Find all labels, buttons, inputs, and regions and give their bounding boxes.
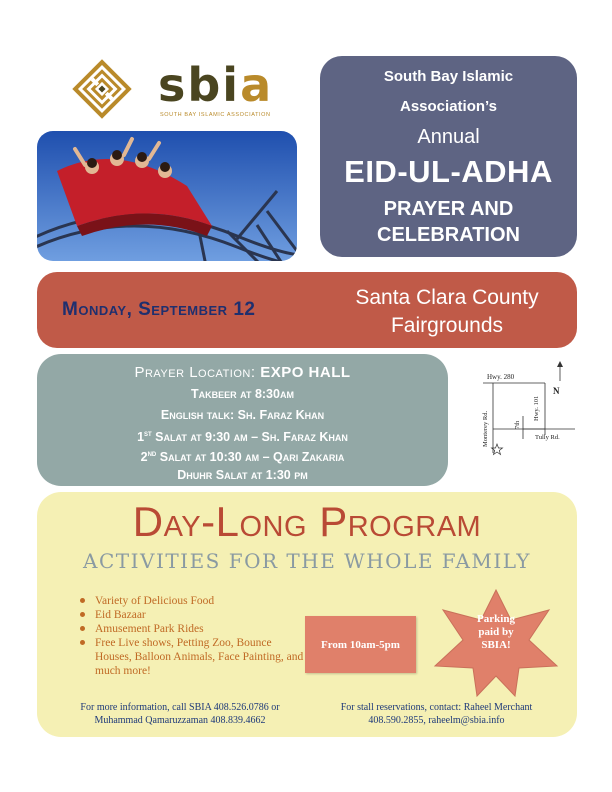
prayer-location: Prayer Location: EXPO HALL xyxy=(134,364,351,381)
activity-list xyxy=(80,594,310,678)
event-title-box xyxy=(320,56,577,257)
list-item: Free Live shows, Petting Zoo, Bounce Houses, Balloon Animals, Face Painting, and much more! xyxy=(80,636,310,678)
list-item: Amusement Park Rides xyxy=(80,622,310,636)
logo-subtitle: SOUTH BAY ISLAMIC ASSOCIATION xyxy=(160,112,271,118)
map-seventh: 7th xyxy=(514,420,521,429)
first-salat: 1st Salat at 9:30 am – Sh. Faraz Khan xyxy=(137,429,348,445)
program-title: Day-Long Program xyxy=(132,498,482,545)
prayer-schedule-box xyxy=(37,354,448,486)
map-monterey: Monterey Rd. xyxy=(482,410,489,447)
list-item: Eid Bazaar xyxy=(80,608,310,622)
title-prayer-and: PRAYER AND xyxy=(383,198,514,220)
info-contact-line1: For more information, call SBIA 408.526.0786 or xyxy=(80,702,280,713)
venue-line2: Fairgrounds xyxy=(390,314,504,337)
second-salat: 2nd Salat at 10:30 am – Qari Zakaria xyxy=(140,449,345,465)
program-box xyxy=(37,492,577,737)
north-arrow-icon xyxy=(557,361,563,367)
event-date: Monday, September 12 xyxy=(62,299,256,320)
event-venue xyxy=(327,284,567,340)
venue-line1: Santa Clara County xyxy=(355,286,539,309)
list-item: Variety of Delicious Food xyxy=(80,594,310,608)
parking-note: Parking paid by SBIA! xyxy=(477,613,515,651)
title-eid: EID-UL-ADHA xyxy=(344,154,553,189)
map-hwy101: Hwy. 101 xyxy=(533,395,540,421)
title-celebration: CELEBRATION xyxy=(377,224,520,246)
dhuhr-salat: Dhuhr Salat at 1:30 pm xyxy=(177,468,308,482)
logo-wordmark: sbia xyxy=(158,58,274,112)
sbia-logo xyxy=(60,56,300,122)
info-contact-line2: Muhammad Qamaruzzaman 408.839.4662 xyxy=(94,715,266,726)
stall-contact xyxy=(309,701,564,727)
roller-coaster-photo xyxy=(37,131,297,261)
title-org-line2: Association’s xyxy=(400,98,497,115)
kufic-square-logo-icon xyxy=(60,56,144,122)
stall-contact-line2: 408.590.2855, raheelm@sbia.info xyxy=(368,715,505,726)
roller-coaster-image xyxy=(37,131,297,261)
title-org-line1: South Bay Islamic xyxy=(383,68,514,85)
map-tully: Tully Rd. xyxy=(535,434,560,441)
date-band xyxy=(37,272,577,348)
english-talk: English talk: Sh. Faraz Khan xyxy=(160,408,325,422)
map-hwy280: Hwy. 280 xyxy=(487,373,515,381)
location-map xyxy=(465,361,575,461)
title-annual: Annual xyxy=(417,126,480,148)
hours-box: From 10am-5pm xyxy=(305,616,416,673)
stall-contact-line1: For stall reservations, contact: Raheel Merchant xyxy=(340,702,533,713)
map-north: N xyxy=(553,386,560,396)
program-subtitle: ACTIVITIES FOR THE WHOLE FAMILY xyxy=(83,549,531,573)
takbeer-time: Takbeer at 8:30am xyxy=(191,387,294,401)
info-contact xyxy=(55,701,305,727)
